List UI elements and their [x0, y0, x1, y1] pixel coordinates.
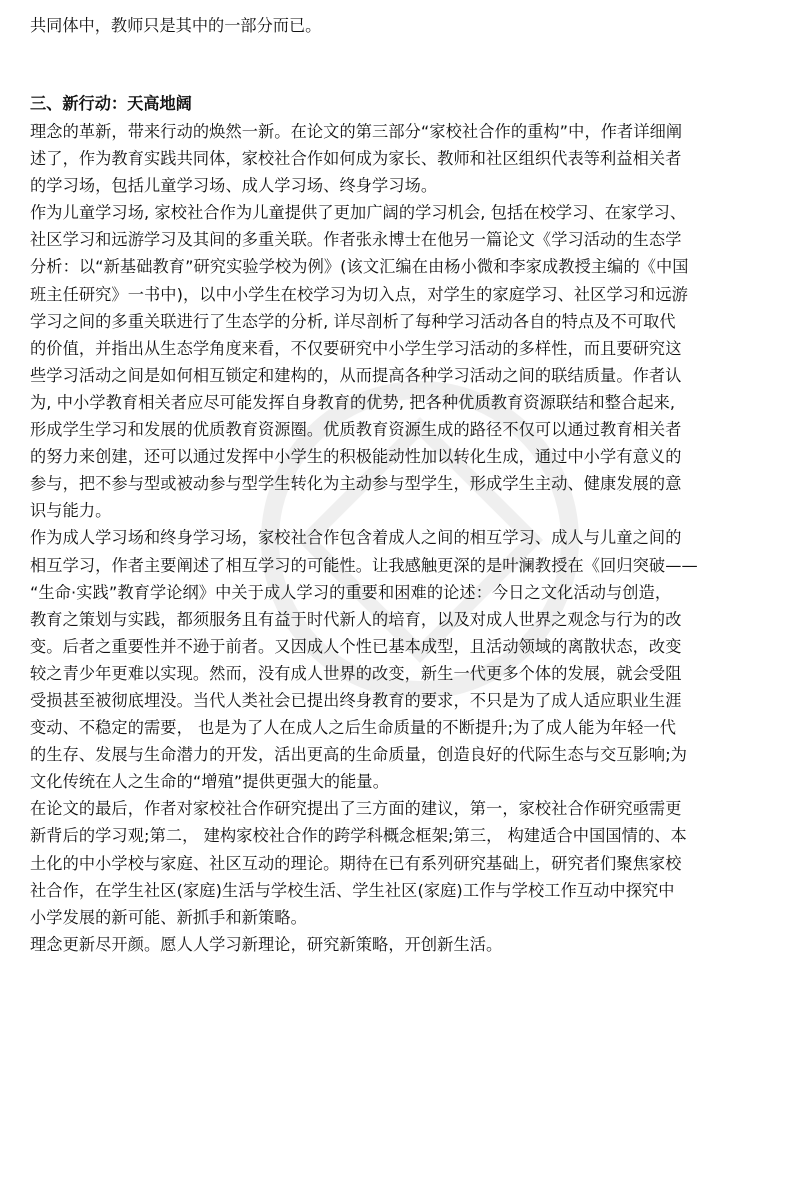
- paragraph-4: [30, 795, 775, 930]
- text-line: 的努力来创建，还可以通过发挥中小学生的积极能动性加以转化生成，通过中小学有意义的: [30, 447, 682, 467]
- text-line: 作为成人学习场和终身学习场，家校社合作包含着成人之间的相互学习、成人与儿童之间的: [30, 528, 682, 548]
- previous-page-fragment: [30, 0, 775, 40]
- text-line: 社区学习和远游学习及其间的多重关联。作者张永博士在他另一篇论文《学习活动的生态学: [30, 230, 682, 250]
- text-line: 新背后的学习观;第二， 建构家校社合作的跨学科概念框架;第三， 构建适合中国国情的、本: [30, 826, 687, 846]
- text-line: 形成学生学习和发展的优质教育资源圈。优质教育资源生成的路径不仅可以通过教育相关者: [30, 420, 682, 440]
- text-line: 的价值，并指出从生态学角度来看，不仅要研究中小学生学习活动的多样性，而且要研究这: [30, 338, 682, 358]
- text-line: 述了，作为教育实践共同体，家校社合作如何成为家长、教师和社区组织代表等利益相关者: [30, 149, 682, 169]
- text-line: 小学发展的新可能、新抓手和新策略。: [30, 907, 307, 927]
- paragraph-2: [30, 199, 775, 524]
- article-body: [30, 90, 775, 958]
- paragraph-3: [30, 524, 775, 795]
- text-line: 学习之间的多重关联进行了生态学的分析, 详尽剖析了每种学习活动各自的特点及不可取代: [30, 311, 676, 331]
- paragraph-5: [30, 931, 775, 958]
- text-line: 相互学习，作者主要阐述了相互学习的可能性。让我感触更深的是叶澜教授在《回归突破——: [30, 555, 698, 575]
- text-line: 班主任研究》一书中)，以中小学生在校学习为切入点，对学生的家庭学习、社区学习和远游: [30, 284, 688, 304]
- text-line: 受损甚至被彻底埋没。当代人类社会已提出终身教育的要求，不只是为了成人适应职业生涯: [30, 690, 682, 710]
- text-line: 变动、不稳定的需要， 也是为了人在成人之后生命质量的不断提升;为了成人能为年轻一代: [30, 718, 677, 738]
- text-line: 较之青少年更难以实现。然而，没有成人世界的改变，新生一代更多个体的发展，就会受阻: [30, 663, 682, 683]
- text-line: 理念的革新，带来行动的焕然一新。在论文的第三部分“家校社合作的重构”中，作者详细阐: [30, 122, 683, 141]
- text-line: 参与，把不参与型或被动参与型学生转化为主动参与型学生，形成学生主动、健康发展的意: [30, 474, 682, 494]
- paragraph-1: [30, 118, 775, 199]
- text-line: 的学习场，包括儿童学习场、成人学习场、终身学习场。: [30, 176, 438, 196]
- text-line: 社合作，在学生社区(家庭)生活与学校生活、学生社区(家庭)工作与学校工作互动中探究中: [30, 880, 675, 900]
- text-line: 文化传统在人之生命的“增殖”提供更强大的能量。: [30, 772, 390, 792]
- text-line: 在论文的最后，作者对家校社合作研究提出了三方面的建议，第一，家校社合作研究亟需更: [30, 799, 682, 819]
- text-line: 作为儿童学习场, 家校社合作为儿童提供了更加广阔的学习机会, 包括在校学习、在家学习、: [30, 203, 687, 223]
- text-line: 为, 中小学教育相关者应尽可能发挥自身教育的优势, 把各种优质教育资源联结和整合起来,: [30, 392, 676, 412]
- text-line: 教育之策划与实践，都须服务且有益于时代新人的培育，以及对成人世界之观念与行为的改: [30, 609, 682, 629]
- text-line: “生命·实践”教育学论纲》中关于成人学习的重要和困难的论述：今日之文化活动与创造，: [30, 582, 672, 602]
- text-line: 的生存、发展与生命潜力的开发，活出更高的生命质量，创造良好的代际生态与交互影响;为: [30, 745, 688, 765]
- text-line: 识与能力。: [30, 501, 112, 521]
- fragment-line: 共同体中，教师只是其中的一部分而已。: [30, 16, 322, 35]
- text-line: 变。后者之重要性并不逊于前者。又因成人个性已基本成型，且活动领域的离散状态，改变: [30, 636, 682, 656]
- text-line: 些学习活动之间是如何相互锁定和建构的，从而提高各种学习活动之间的联结质量。作者认: [30, 365, 682, 385]
- section-heading: 三、新行动：天高地阔: [30, 94, 192, 113]
- text-line: 土化的中小学校与家庭、社区互动的理论。期待在已有系列研究基础上，研究者们聚焦家校: [30, 853, 682, 873]
- text-line: 分析：以“新基础教育”研究实验学校为例》(该文汇编在由杨小微和李家成教授主编的《中国: [30, 257, 689, 277]
- text-line: 理念更新尽开颜。愿人人学习新理论，研究新策略，开创新生活。: [30, 934, 503, 954]
